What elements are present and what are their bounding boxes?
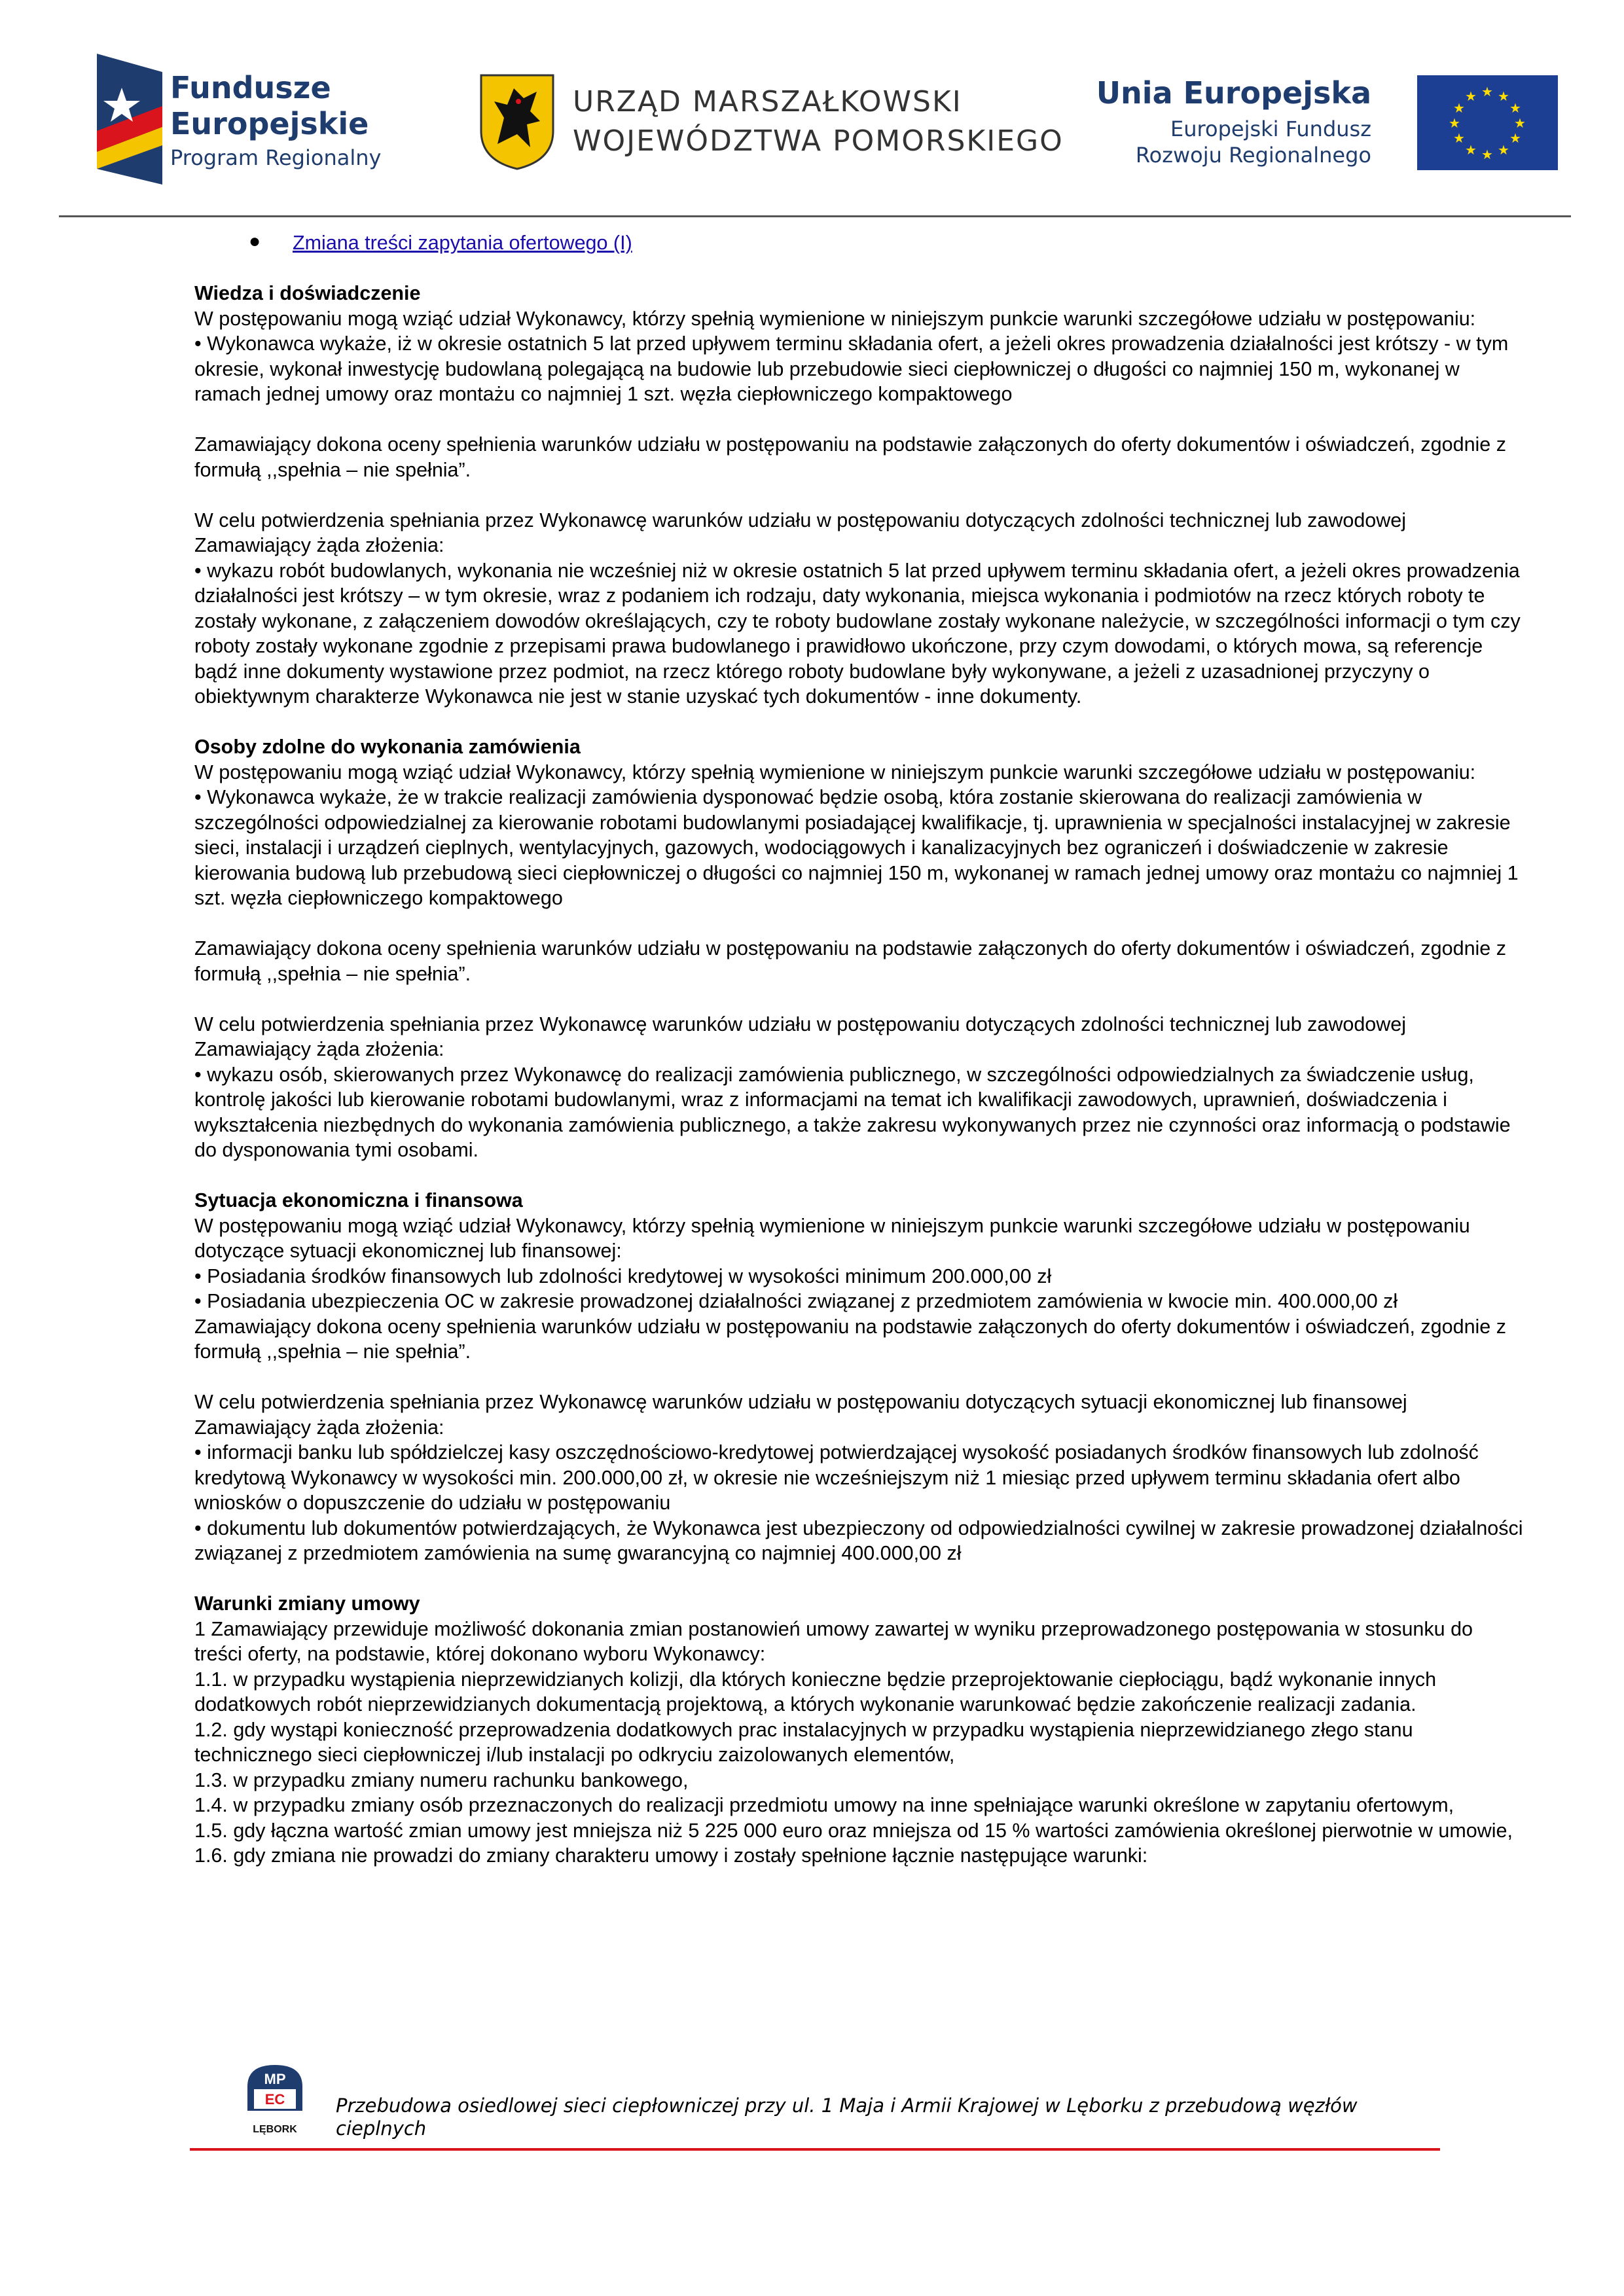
paragraph: W postępowaniu mogą wziąć udział Wykonawcy, którzy spełnią wymienione w niniejszym punkcie warunki szczegółowe udziału w postępowaniu: [194,761,1476,783]
um-line-1: URZĄD MARSZAŁKOWSKI [573,85,962,118]
section-heading-sytuacja: Sytuacja ekonomiczna i finansowa [194,1189,523,1211]
ue-line-2: Europejski Fundusz [1170,117,1371,141]
svg-text:★: ★ [1465,88,1477,104]
section-heading-osoby: Osoby zdolne do wykonania zamówienia [194,736,581,758]
eu-flag-icon [1417,75,1558,170]
paragraph: • Wykonawca wykaże, że w trakcie realizacji zamówienia dysponować będzie osobą, która zostanie skierowana do realizacji zamówienia w szczególności odpowiedzialnej za kierowanie robotami budowlanymi posiadającej kwalifikacje, tj. uprawnienia w specjalności instalacyjnej w zakresie sieci, instalacji i urządzeń cieplnych, wentylacyjnych, gazowych, wodociągowych i kanalizacyjnych bez ograniczeń i doświadczenie w zakresie kierowania budową lub przebudową sieci ciepłowniczej o długości co najmniej 150 m, wykonanej w ramach jednej umowy oraz montażu co najmniej 1 szt. węzła ciepłowniczego kompaktowego [194,786,1519,909]
paragraph: W postępowaniu mogą wziąć udział Wykonawcy, którzy spełnią wymienione w niniejszym punkcie warunki szczegółowe udziału w postępowaniu dotyczące sytuacji ekonomicznej lub finansowej: [194,1214,1470,1262]
svg-text:★: ★ [1453,130,1465,146]
list-item [194,230,1523,256]
paragraph: W celu potwierdzenia spełniania przez Wykonawcę warunków udziału w postępowaniu dotyczących zdolności technicznej lub zawodowej Zamawiający żąda złożenia: [194,1013,1407,1060]
urzad-marszalkowski-logo [478,72,1064,177]
svg-text:★: ★ [1481,147,1493,162]
document-body [194,230,1523,1869]
fe-emblem-icon [97,54,162,185]
fe-line-2: Europejskie [170,106,369,141]
paragraph: • Posiadania ubezpieczenia OC w zakresie prowadzonej działalności związanej z przedmiotem zamówienia w kwocie min. 400.000,00 zł [194,1290,1398,1312]
footer-divider [190,2148,1440,2151]
svg-text:★: ★ [1449,115,1460,131]
list-item: 1 Zamawiający przewiduje możliwość dokonania zmian postanowień umowy zawartej w wyniku przeprowadzonego postępowania w stosunku do treści oferty, na podstawie, której dokonano wyboru Wykonawcy: [194,1617,1473,1665]
zmiana-tresci-link[interactable]: Zmiana treści zapytania ofertowego (I) [293,232,632,254]
list-item: 1.6. gdy zmiana nie prowadzi do zmiany charakteru umowy i zostały spełnione łącznie następujące warunki: [194,1844,1148,1867]
paragraph: • dokumentu lub dokumentów potwierdzających, że Wykonawca jest ubezpieczony od odpowiedzialności cywilnej w zakresie prowadzonej działalności związanej z przedmiotem zamówienia na sumę gwarancyjną co najmniej 400.000,00 zł [194,1516,1523,1564]
svg-text:★: ★ [1514,115,1526,131]
logo-text-city: LĘBORK [253,2124,297,2135]
header-divider [59,215,1571,217]
unia-europejska-logo [1096,72,1558,177]
list-item: 1.5. gdy łączna wartość zmian umowy jest mniejsza niż 5 225 000 euro oraz mniejsza od 15 % wartości zamówienia określonej pierwotnie w umowie, [194,1819,1513,1842]
ue-line-3: Rozwoju Regionalnego [1135,143,1371,168]
svg-text:★: ★ [1465,142,1477,158]
bullet-icon: ● [249,230,261,252]
list-item: 1.2. gdy wystąpi konieczność przeprowadzenia dodatkowych prac instalacyjnych w przypadku wystąpienia nieprzewidzianego złego stanu technicznego sieci ciepłowniczej i/lub instalacji po odkryciu zaizolowanych elementów, [194,1718,1413,1766]
ue-line-1: Unia Europejska [1096,75,1371,111]
svg-text:★: ★ [1481,84,1493,99]
paragraph: W celu potwierdzenia spełniania przez Wykonawcę warunków udziału w postępowaniu dotyczących sytuacji ekonomicznej lub finansowej Zamawiający żąda złożenia: [194,1391,1407,1439]
svg-text:★: ★ [1509,100,1521,116]
paragraph: Zamawiający dokona oceny spełnienia warunków udziału w postępowaniu na podstawie załączonych do oferty dokumentów i oświadczeń, zgodnie z formułą ,,spełnia – nie spełnia”. [194,937,1506,985]
paragraph: Zamawiający dokona oceny spełnienia warunków udziału w postępowaniu na podstawie załączonych do oferty dokumentów i oświadczeń, zgodnie z formułą ,,spełnia – nie spełnia”. [194,1315,1506,1363]
page-header [0,0,1624,209]
paragraph: • informacji banku lub spółdzielczej kasy oszczędnościowo-kredytowej potwierdzającej wysokość posiadanych środków finansowych lub zdolność kredytową Wykonawcy w wysokości min. 200.000,00 zł, w okresie nie wcześniejszym niż 1 miesiąc przed upływem terminu składania ofert albo wniosków o dopuszczenie do udziału w postępowaniu [194,1441,1479,1514]
list-item: 1.4. w przypadku zmiany osób przeznaczonych do realizacji przedmiotu umowy na inne spełniające warunki określone w zapytaniu ofertowym, [194,1794,1454,1816]
page-footer [190,2055,1440,2160]
paragraph: Zamawiający dokona oceny spełnienia warunków udziału w postępowaniu na podstawie załączonych do oferty dokumentów i oświadczeń, zgodnie z formułą ,,spełnia – nie spełnia”. [194,433,1506,481]
section-heading-warunki: Warunki zmiany umowy [194,1592,420,1615]
paragraph: • wykazu robót budowlanych, wykonania nie wcześniej niż w okresie ostatnich 5 lat przed upływem terminu składania ofert, a jeżeli okres prowadzenia działalności jest krótszy – w tym okresie, wraz z podaniem ich rodzaju, daty wykonania, miejsca wykonania i podmiotów na rzecz których roboty te zostały wykonane, z załączeniem dowodów określających, czy te roboty budowlane zostały wykonane należycie, w szczególności informacji o tym czy roboty zostały wykonane zgodnie z przepisami prawa budowlanego i prawidłowo ukończone, przy czym dowodami, o których mowa, są referencje bądź inne dokumenty wystawione przez podmiot, na rzecz którego roboty budowlane były wykonywane, a jeżeli z uzasadnionej przyczyny o obiektywnym charakterze Wykonawca nie jest w stanie uzyskać tych dokumentów - inne dokumenty. [194,559,1521,708]
paragraph: • wykazu osób, skierowanych przez Wykonawcę do realizacji zamówienia publicznego, w szczególności odpowiedzialnych za świadczenie usług, kontrolę jakości lub kierowanie robotami budowlanymi, wraz z informacjami na temat ich kwalifikacji zawodowych, uprawnień, doświadczenia i wykształcenia niezbędnych do wykonania zamówienia publicznego, a także zakresu wykonywanych przez nie czynności oraz informacją o podstawie do dysponowania tymi osobami. [194,1063,1511,1161]
svg-text:★: ★ [1509,130,1521,146]
fe-line-3: Program Regionalny [170,145,382,170]
svg-text:★: ★ [1453,100,1465,116]
um-line-2: WOJEWÓDZTWA POMORSKIEGO [573,124,1064,158]
fundusze-europejskie-logo [97,54,437,185]
paragraph: • Posiadania środków finansowych lub zdolności kredytowej w wysokości minimum 200.000,00 zł [194,1265,1052,1287]
list-item: 1.1. w przypadku wystąpienia nieprzewidzianych kolizji, dla których konieczne będzie przeprojektowanie ciepłociągu, bądź wykonanie innych dodatkowych robót nieprzewidzianych dokumentacją projektową, a których wykonanie warunkować będzie zakończenie realizacji zadania. [194,1668,1437,1715]
list-item: 1.3. w przypadku zmiany numeru rachunku bankowego, [194,1768,689,1791]
svg-text:★: ★ [1498,88,1509,104]
logo-text-ec: EC [264,2091,285,2108]
fe-line-1: Fundusze [170,70,331,105]
mpec-lebork-logo [242,2062,308,2140]
footer-project-title: Przebudowa osiedlowej sieci ciepłowniczej przy ul. 1 Maja i Armii Krajowej w Lęborku z przebudową węzłów cieplnych [336,2094,1358,2140]
paragraph: W postępowaniu mogą wziąć udział Wykonawcy, którzy spełnią wymienione w niniejszym punkcie warunki szczegółowe udziału w postępowaniu: [194,307,1476,330]
svg-text:★: ★ [1498,142,1509,158]
logo-text-mp: MP [264,2071,286,2087]
paragraph: • Wykonawca wykaże, iż w okresie ostatnich 5 lat przed upływem terminu składania ofert, a jeżeli okres prowadzenia działalności jest krótszy - w tym okresie, wykonał inwestycję budowlaną polegającą na budowie lub przebudowie sieci ciepłowniczej o długości co najmniej 150 m, wykonanej w ramach jednej umowy oraz montażu co najmniej 1 szt. węzła ciepłowniczego kompaktowego [194,332,1509,405]
paragraph: W celu potwierdzenia spełniania przez Wykonawcę warunków udziału w postępowaniu dotyczących zdolności technicznej lub zawodowej Zamawiający żąda złożenia: [194,509,1407,556]
section-heading-wiedza: Wiedza i doświadczenie [194,282,421,304]
griffin-crest-icon [478,72,556,170]
